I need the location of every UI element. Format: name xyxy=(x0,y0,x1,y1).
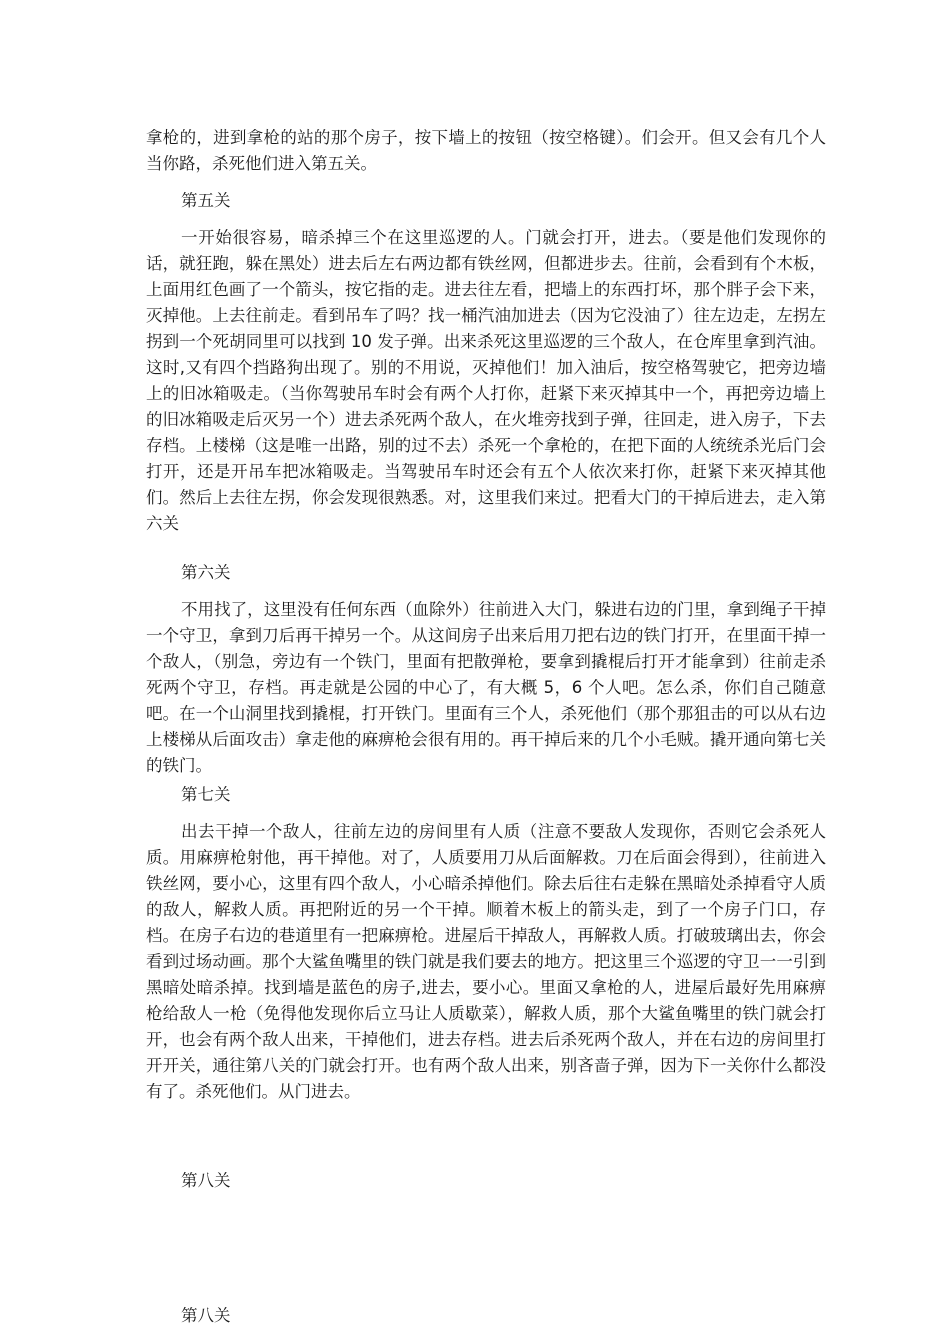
intro-paragraph: 拿枪的，进到拿枪的站的那个房子，按下墙上的按钮（按空格键）。们会开。但又会有几个人当你路，杀死他们进入第五关。 xyxy=(146,128,826,173)
section-body: 不用找了，这里没有任何东西（血除外）往前进入大门，躲进右边的门里，拿到绳子干掉一个守卫，拿到刀后再干掉另一个。从这间房子出来后用刀把右边的铁门打开，在里面干掉一个敌人，（别急，旁边有一个铁门，里面有把散弹枪，要拿到撬棍后打开才能拿到）往前走杀死两个守卫，存档。再走就是公园的中心了，有大概 5，6 个人吧。怎么杀，你们自己随意吧。在一个山洞里找到撬棍，打开铁门。里面有三个人，杀死他们（那个那狙击的可以从右边上楼梯从后面攻击）拿走他的麻痹枪会很有用的。再干掉后来的几个小毛贼。撬开通向第七关的铁门。 xyxy=(146,600,826,775)
section-body: 出去干掉一个敌人，往前左边的房间里有人质（注意不要敌人发现你，否则它会杀死人质。用麻痹枪射他，再干掉他。对了，人质要用刀从后面解救。刀在后面会得到），往前进入铁丝网，要小心，这里有四个敌人，小心暗杀掉他们。除去后往右走躲在黑暗处杀掉看守人质的敌人，解救人质。再把附近的另一个干掉。顺着木板上的箭头走，到了一个房子门口，存档。在房子右边的巷道里有一把麻痹枪。进屋后干掉敌人，再解救人质。打破玻璃出去，你会看到过场动画。那个大鲨鱼嘴里的铁门就是我们要去的地方。把这里三个巡逻的守卫一一引到黑暗处暗杀掉。找到墙是蓝色的房子,进去，要小心。里面又拿枪的人，进屋后最好先用麻痹枪给敌人一枪（免得他发现你后立马让人质歇菜），解救人质，那个大鲨鱼嘴里的铁门就会打开，也会有两个敌人出来，干掉他们，进去存档。进去后杀死两个敌人，并在右边的房间里打开开关，通往第八关的门就会打开。也有两个敌人出来，别吝啬子弹，因为下一关你什么都没有了。杀死他们。从门进去。 xyxy=(146,822,826,1101)
footer-heading: 第八关 xyxy=(181,1306,231,1325)
section-heading: 第五关 xyxy=(181,191,231,210)
section-heading: 第八关 xyxy=(181,1171,231,1190)
section-body: 一开始很容易，暗杀掉三个在这里巡逻的人。门就会打开，进去。（要是他们发现你的话，就狂跑，躲在黑处）进去后左右两边都有铁丝网，但都进步去。往前，会看到有个木板，上面用红色画了一个箭头，按它指的走。进去往左看，把墙上的东西打坏，那个胖子会下来，灭掉他。上去往前走。看到吊车了吗？找一桶汽油加进去（因为它没油了）往左边走，左拐左拐到一个死胡同里可以找到 10 发子弹。出来杀死这里巡逻的三个敌人，在仓库里拿到汽油。这时,又有四个挡路狗出现了。别的不用说，灭掉他们！加入油后，按空格驾驶它，把旁边墙上的旧冰箱吸走。（当你驾驶吊车时会有两个人打你，赶紧下来灭掉其中一个，再把旁边墙上的旧冰箱吸走后灭另一个）进去杀死两个敌人，在火堆旁找到子弹，往回走，进入房子，下去存档。上楼梯（这是唯一出路，别的过不去）杀死一个拿枪的，在把下面的人统统杀光后门会打开，还是开吊车把冰箱吸走。当驾驶吊车时还会有五个人依次来打你，赶紧下来灭掉其他们。然后上去往左拐，你会发现很熟悉。对，这里我们来过。把看大门的干掉后进去，走入第六关 xyxy=(146,228,826,533)
section-heading: 第七关 xyxy=(181,785,231,804)
section-heading: 第六关 xyxy=(181,563,231,582)
